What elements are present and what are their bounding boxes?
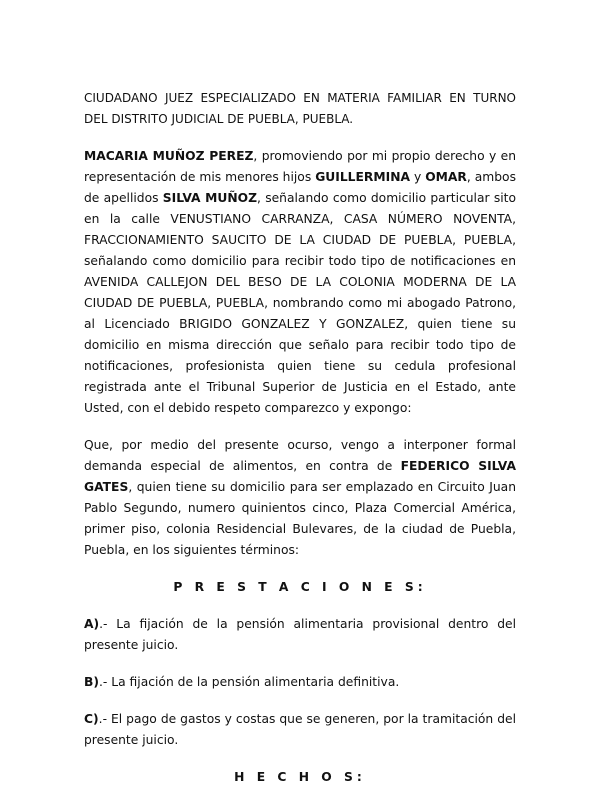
prestaciones-title: P R E S T A C I O N E S: [173,580,427,594]
intro-paragraph: MACARIA MUÑOZ PEREZ, promoviendo por mi propio derecho y en representación de mis menores hijos GUILLERMINA y OMAR, ambos de apellidos SILVA MUÑOZ, señalando como domicilio particular sito en la calle VENUSTIANO CARRANZA, CASA NÚMERO NOVENTA, FRACCIONAMIENTO SAUCITO DE LA CIUDAD DE PUEBLA, PUEBLA, señalando como domicilio para recibir todo tipo de notificaciones en AVENIDA CALLEJON DEL BESO DE LA COLONIA MODERNA DE LA CIUDAD DE PUEBLA, PUEBLA, nombrando como mi abogado Patrono, al Licenciado BRIGIDO GONZALEZ Y GONZALEZ, quien tiene su domicilio en misma dirección que señalo para recibir todo tipo de notificaciones, profesionista quien tiene su cedula profesional registrada ante el Tribunal Superior de Justicia en el Estado, ante Usted, con el debido respeto comparezco y expongo: [84,149,516,415]
prestacion-item-a: A).- La fijación de la pensión alimentaria provisional dentro del presente juicio. [84,617,516,652]
court-heading: CIUDADANO JUEZ ESPECIALIZADO EN MATERIA FAMILIAR EN TURNO DEL DISTRITO JUDICIAL DE PUEBLA, PUEBLA. [84,91,516,126]
hechos-title: H E C H O S: [234,770,366,784]
prestacion-item-c: C).- El pago de gastos y costas que se generen, por la tramitación del presente juicio. [84,712,516,747]
children-surnames: SILVA MUÑOZ [162,191,258,205]
child-name-1: GUILLERMINA [315,170,411,184]
demand-paragraph: Que, por medio del presente ocurso, vengo a interponer formal demanda especial de alimentos, en contra de FEDERICO SILVA GATES, quien tiene su domicilio para ser emplazado en Circuito Juan Pablo Segundo, numero quinientos cinco, Plaza Comercial América, primer piso, colonia Residencial Bulevares, de la ciudad de Puebla, Puebla, en los siguientes términos: [84,438,517,557]
child-name-2: OMAR [425,170,467,184]
defendant-name: FEDERICO SILVA GATES [84,459,517,494]
plaintiff-name: MACARIA MUÑOZ PEREZ [84,149,254,163]
prestacion-item-b: B).- La fijación de la pensión alimentaria definitiva. [84,675,400,689]
